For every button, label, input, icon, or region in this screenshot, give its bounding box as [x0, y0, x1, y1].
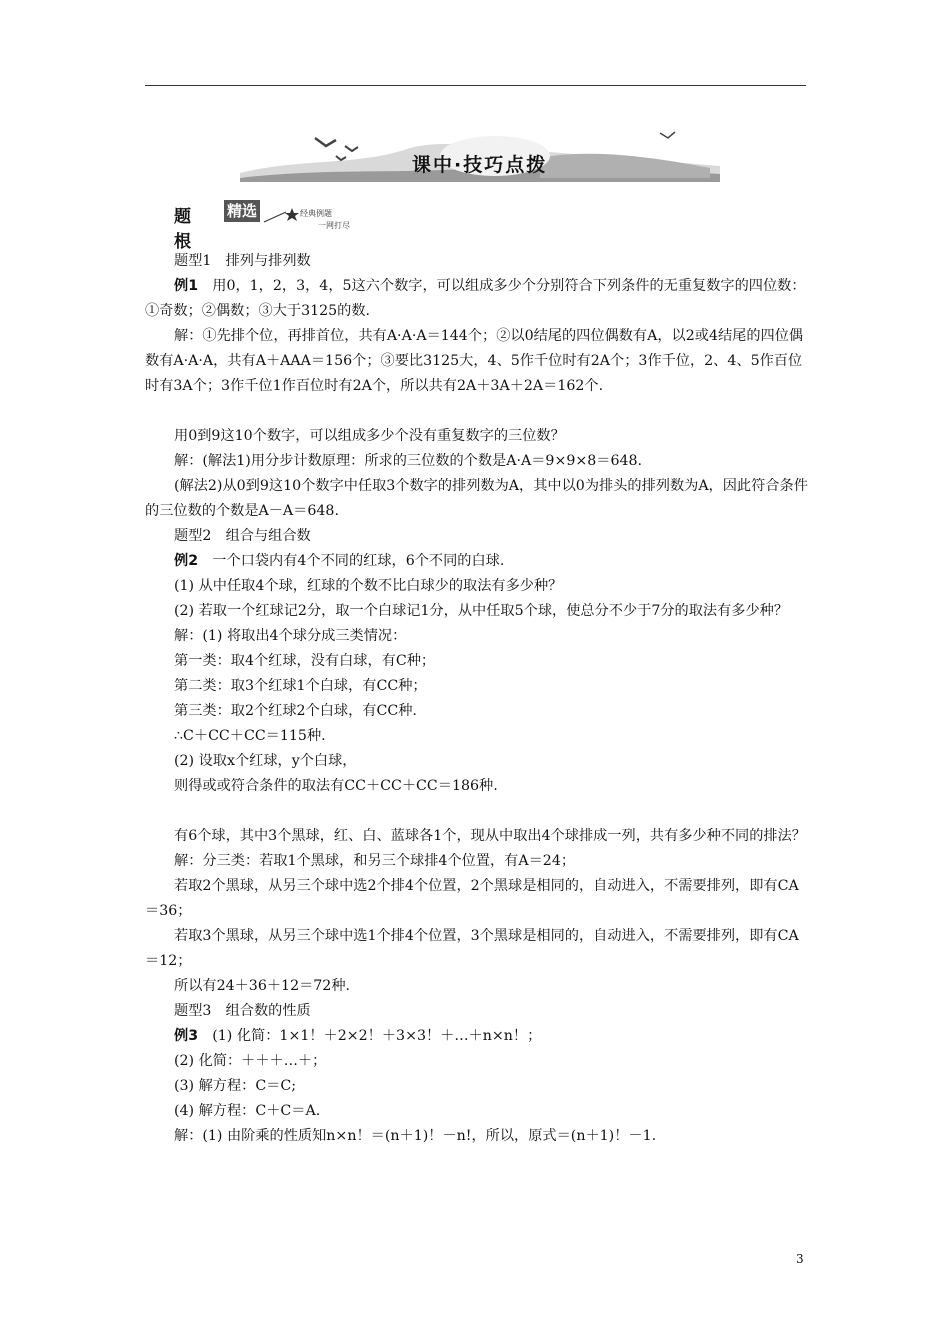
example-label: 例1: [174, 278, 199, 294]
paragraph: [145, 274, 810, 324]
paragraph: [145, 824, 810, 849]
paragraph-text: (1) 从中任取4个球，红球的个数不比白球少的取法有多少种？: [174, 578, 563, 594]
paragraph-text: (3) 解方程：C＝C;: [174, 1078, 297, 1094]
paragraph: [145, 924, 810, 974]
paragraph-text: 解：(1) 由阶乘的性质知n×n！＝(n＋1)！－n!，所以，原式＝(n＋1)！－1.: [174, 1128, 657, 1144]
paragraph-text: 第二类：取3个红球1个白球，有CC种；: [174, 678, 427, 694]
paragraph: [145, 1049, 810, 1074]
paragraph: [145, 749, 810, 774]
bird-icon: [345, 146, 358, 151]
paragraph: [145, 999, 810, 1024]
paragraph-text: (1) 化简：1×1！＋2×2！＋3×3！＋…＋n×n！；: [198, 1028, 542, 1044]
paragraph-text: 一个口袋内有4个不同的红球，6个不同的白球.: [198, 553, 505, 569]
paragraph-text: 若取3个黑球，从另三个球中选1个排4个位置，3个黑球是相同的，自动进入，不需要排列，即有CA＝12；: [145, 928, 799, 969]
paragraph: [145, 324, 810, 399]
paragraph-text: 题型2 组合与组合数: [174, 528, 311, 544]
paragraph-text: 有6个球，其中3个黑球，红、白、蓝球各1个，现从中取出4个球排成一列，共有多少种不同的排法？: [174, 828, 806, 844]
example-label: 例3: [174, 1028, 199, 1044]
paragraph-text: ∴C＋CC＋CC＝115种.: [174, 728, 326, 744]
top-rule: [145, 85, 806, 86]
paragraph-text: 用0，1，2，3，4，5这六个数字，可以组成多少个分别符合下列条件的无重复数字的四位数：①奇数；②偶数；③大于3125的数.: [145, 278, 806, 319]
paragraph-text: 第一类：取4个红球，没有白球，有C种；: [174, 653, 436, 669]
paragraph: [145, 849, 810, 874]
paragraph-text: (2) 若取一个红球记2分，取一个白球记1分，从中任取5个球，使总分不少于7分的取法有多少种？: [174, 603, 789, 619]
badge-box-text: 精选: [224, 200, 260, 222]
paragraph-text: (解法2)从0到9这10个数字中任取3个数字的排列数为A，其中以0为排头的排列数为A，因此符合条件的三位数的个数是A－A＝648.: [145, 478, 808, 519]
badge-note-2: 一网打尽: [318, 221, 350, 230]
paragraph: [145, 1074, 810, 1099]
document-body: [145, 249, 810, 1149]
paragraph: [145, 474, 810, 524]
paragraph: [145, 874, 810, 924]
paragraph: [145, 674, 810, 699]
paragraph-text: 第三类：取2个红球2个白球，有CC种.: [174, 703, 417, 719]
paragraph-text: (4) 解方程：C＋C＝A.: [174, 1103, 321, 1119]
paragraph: [145, 599, 810, 624]
paragraph: [145, 649, 810, 674]
paragraph: [145, 724, 810, 749]
bird-icon: [660, 132, 675, 138]
paragraph: [145, 1099, 810, 1124]
paragraph-text: 所以有24＋36＋12＝72种.: [174, 978, 351, 994]
paragraph: [145, 624, 810, 649]
paragraph: [145, 424, 810, 449]
paragraph: [145, 574, 810, 599]
paragraph: [145, 524, 810, 549]
paragraph-text: 若取2个黑球，从另三个球中选2个排4个位置，2个黑球是相同的，自动进入，不需要排列，即有CA＝36；: [145, 878, 799, 919]
banner-title: 课中·技巧点拨: [412, 154, 548, 176]
paragraph-text: 解：分三类：若取1个黑球，和另三个球排4个位置，有A＝24；: [174, 853, 576, 869]
bird-icon: [315, 138, 336, 146]
paragraph-text: (2) 化简：＋＋＋…＋；: [174, 1053, 327, 1069]
paragraph-text: (2) 设取x个红球，y个白球，: [174, 753, 357, 769]
paragraph: [145, 549, 810, 574]
paragraph-text: 解：(解法1)用分步计数原理：所求的三位数的个数是A·A＝9×9×8＝648.: [174, 453, 643, 469]
page-number: 3: [796, 1252, 804, 1266]
star-decoration-icon: [262, 206, 302, 226]
paragraph-text: 题型1 排列与排列数: [174, 253, 311, 269]
paragraph: [145, 449, 810, 474]
paragraph-text: 则得或或符合条件的取法有CC＋CC＋CC＝186种.: [174, 778, 498, 794]
badge-note-1: 经典例题: [300, 209, 332, 218]
paragraph: [145, 249, 810, 274]
paragraph-text: 题型3 组合数的性质: [174, 1003, 311, 1019]
paragraph: [145, 699, 810, 724]
example-label: 例2: [174, 553, 199, 569]
paragraph-text: 解：(1) 将取出4个球分成三类情况：: [174, 628, 407, 644]
badge-main-text: 题根: [174, 207, 192, 252]
paragraph: [145, 1024, 810, 1049]
paragraph: [145, 774, 810, 799]
paragraph: [145, 974, 810, 999]
paragraph-text: 解：①先排个位，再排首位，共有A·A·A＝144个；②以0结尾的四位偶数有A，以2或4结尾的四位偶数有A·A·A，共有A＋AAA＝156个；③要比3125大，4、5作千位时有2A个；3作千位，2、4、5作百位时有3A个；3作千位1作百位时有2A个，所以共有2A＋3A＋2A＝162个.: [145, 328, 804, 394]
paragraph: [145, 1124, 810, 1149]
bird-icon: [336, 156, 346, 160]
paragraph-text: 用0到9这10个数字，可以组成多少个没有重复数字的三位数？: [174, 428, 565, 444]
